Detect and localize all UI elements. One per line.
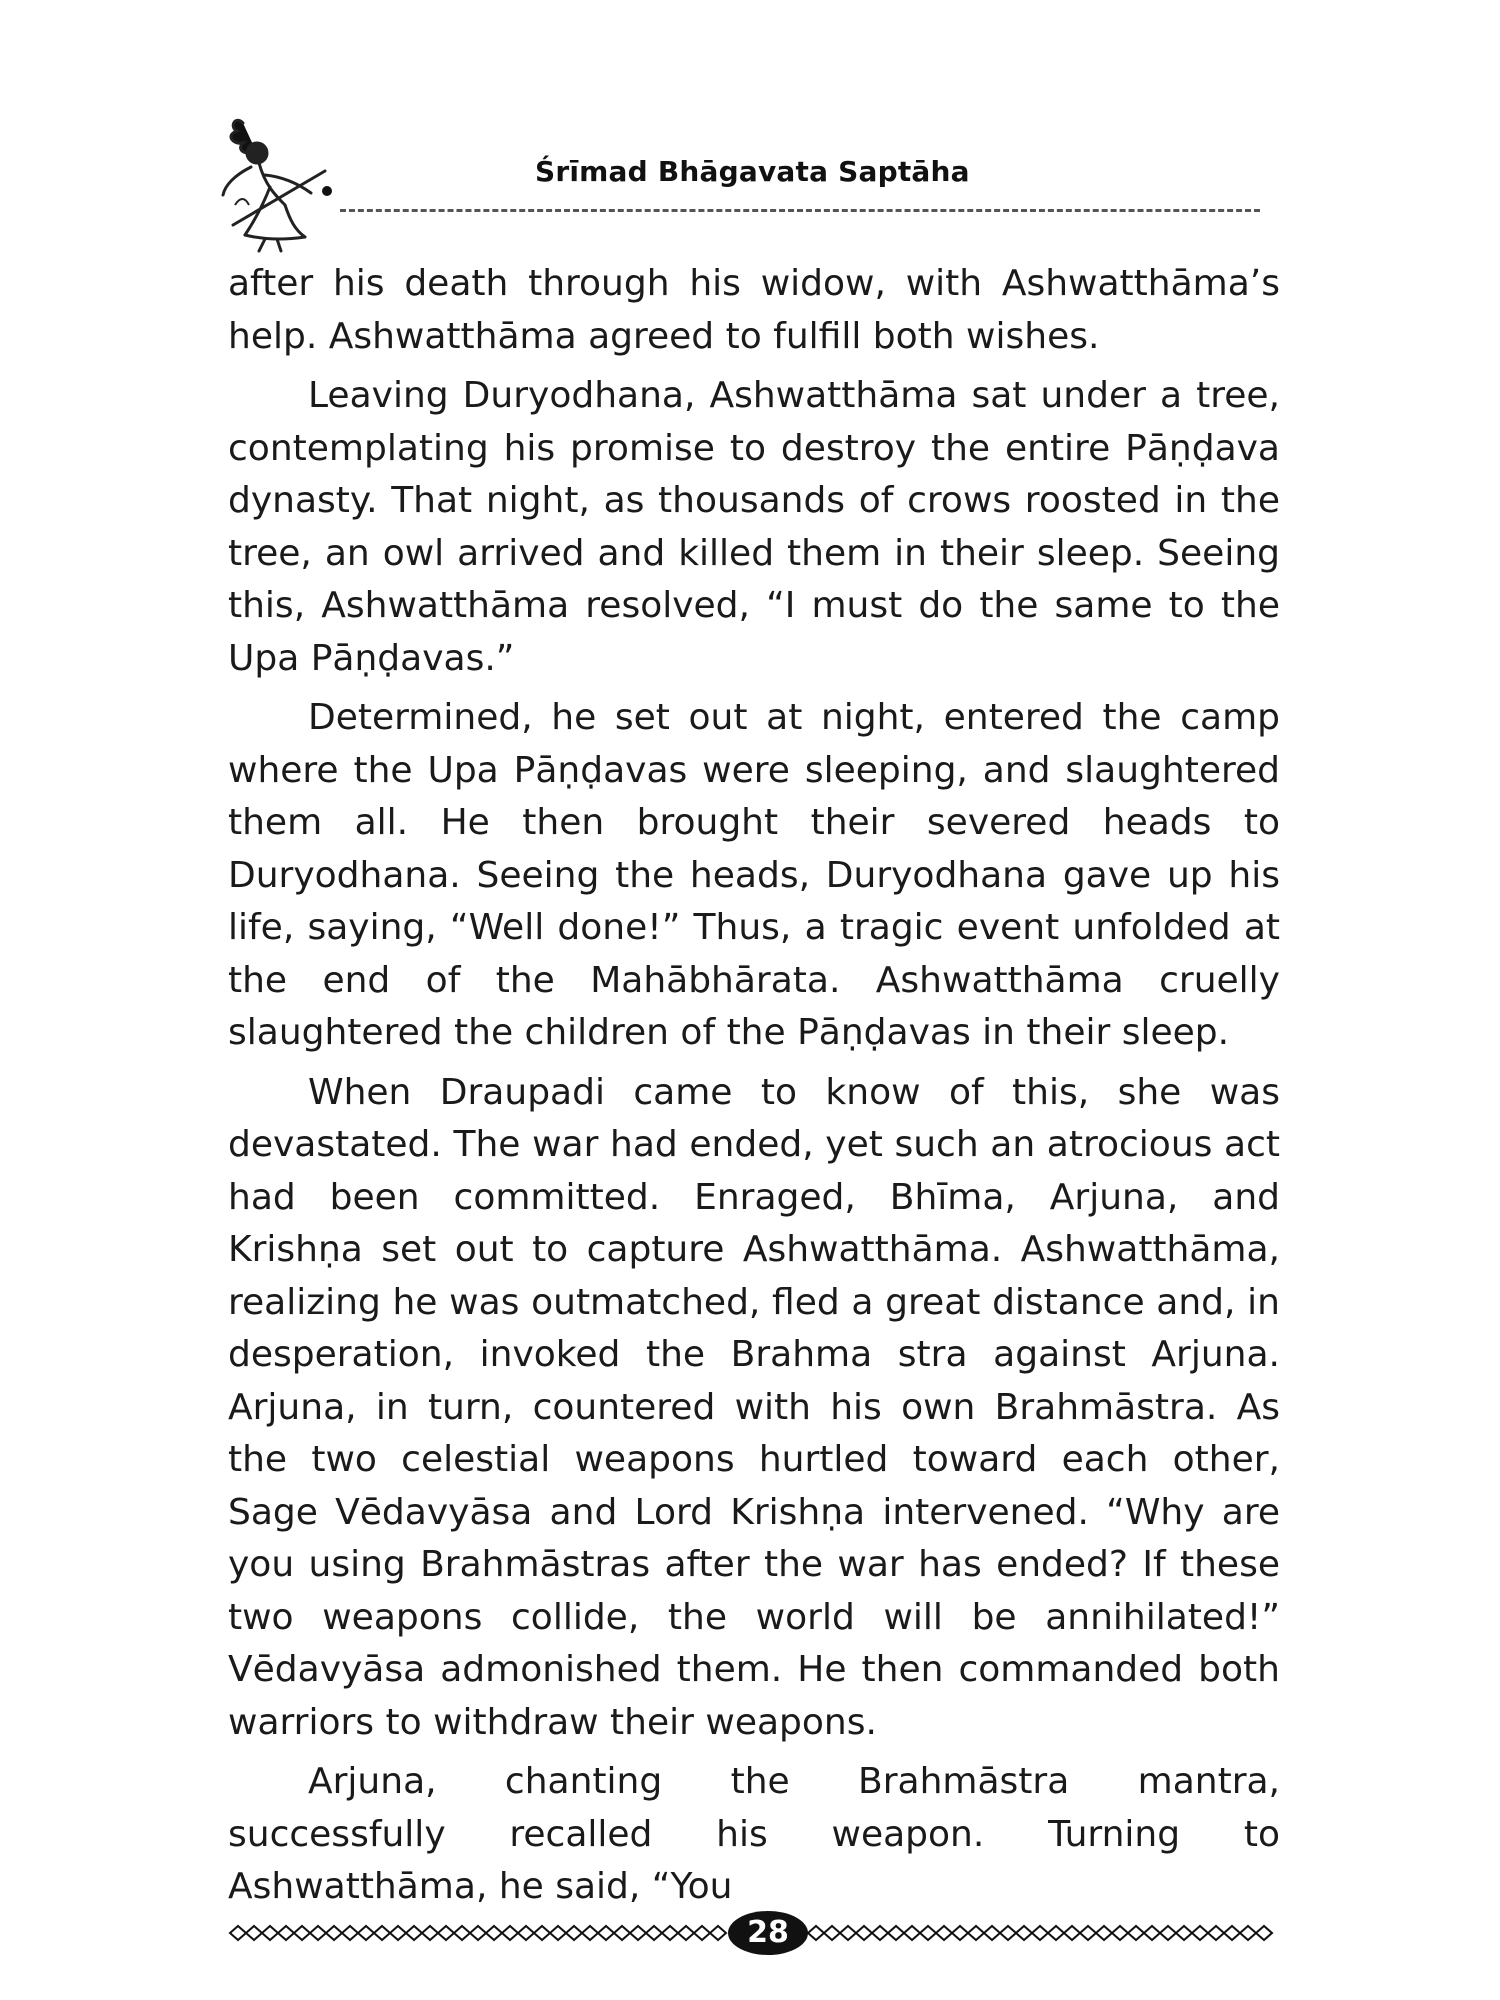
diamond-link — [310, 1926, 326, 1940]
diamond-link — [952, 1926, 968, 1940]
diamond-link — [872, 1926, 888, 1940]
diamond-link — [710, 1926, 726, 1940]
diamond-link — [566, 1926, 582, 1940]
diamond-link — [1208, 1926, 1224, 1940]
diamond-link — [840, 1926, 856, 1940]
diamond-link — [470, 1926, 486, 1940]
diamond-link — [824, 1926, 840, 1940]
diamond-link — [326, 1926, 342, 1940]
paragraph-1: after his death through his widow, with Ashwatthāma’s help. Ashwatthāma agreed to fulfill both wishes. — [228, 263, 1280, 357]
diamond-link — [1000, 1926, 1016, 1940]
diamond-link — [486, 1926, 502, 1940]
diamond-link — [550, 1926, 566, 1940]
diamond-link — [1192, 1926, 1208, 1940]
diamond-link — [342, 1926, 358, 1940]
diamond-link — [598, 1926, 614, 1940]
paragraph-4: When Draupadi came to know of this, she was devastated. The war had ended, yet such an atrocious act had been committed. Enraged, Bhīma, Arjuna, and Krishṇa set out to capture Ashwatthāma. Ashwatthāma, realizing he was outmatched, fled a great distance and, in desperation, invoked the Brahma stra against Arjuna. Arjuna, in turn, countered with his own Brahmāstra. As the two celestial weapons hurtled toward each other, Sage Vēdavyāsa and Lord Krishṇa intervened. “Why are you using Brahmāstras after the war has ended? If these two weapons collide, the world will be annihilated!” Vēdavyāsa admonished them. He then commanded both warriors to withdraw their weapons. — [228, 1071, 1280, 1743]
diamond-link — [230, 1926, 246, 1940]
diamond-link — [390, 1926, 406, 1940]
diamond-link — [294, 1926, 310, 1940]
paragraph-5: Arjuna, chanting the Brahmāstra mantra, successfully recalled his weapon. Turning to Ashwatthāma, he said, “You — [228, 1761, 1280, 1907]
header-dashed-rule — [340, 209, 1260, 212]
diamond-link — [582, 1926, 598, 1940]
page-footer — [228, 1905, 1283, 1965]
body-text — [228, 258, 1280, 1921]
diamond-link — [278, 1926, 294, 1940]
diamond-link — [646, 1926, 662, 1940]
diamond-link — [984, 1926, 1000, 1940]
diamond-link — [1032, 1926, 1048, 1940]
diamond-link — [1096, 1926, 1112, 1940]
diamond-link — [662, 1926, 678, 1940]
diamond-link — [518, 1926, 534, 1940]
diamond-link — [502, 1926, 518, 1940]
diamond-link — [358, 1926, 374, 1940]
sage-with-trident-emblem-icon — [215, 105, 355, 255]
diamond-link — [1240, 1926, 1256, 1940]
diamond-link — [422, 1926, 438, 1940]
running-title: Śrīmad Bhāgavata Saptāha — [535, 155, 970, 188]
diamond-link — [1256, 1926, 1272, 1940]
diamond-link — [438, 1926, 454, 1940]
diamond-link — [1016, 1926, 1032, 1940]
diamond-link — [246, 1926, 262, 1940]
diamond-link — [374, 1926, 390, 1940]
diamond-link — [614, 1926, 630, 1940]
diamond-link — [1160, 1926, 1176, 1940]
diamond-link — [920, 1926, 936, 1940]
diamond-link — [534, 1926, 550, 1940]
diamond-link — [262, 1926, 278, 1940]
diamond-link — [694, 1926, 710, 1940]
page-header — [215, 105, 1260, 255]
diamond-link — [904, 1926, 920, 1940]
diamond-link — [1048, 1926, 1064, 1940]
diamond-link — [454, 1926, 470, 1940]
diamond-link — [1144, 1926, 1160, 1940]
diamond-link — [888, 1926, 904, 1940]
diamond-link — [968, 1926, 984, 1940]
diamond-link — [630, 1926, 646, 1940]
page-number: 28 — [747, 1915, 789, 1950]
diamond-link — [1064, 1926, 1080, 1940]
diamond-link — [1080, 1926, 1096, 1940]
ornament-dot-icon — [322, 186, 332, 196]
paragraph-2: Leaving Duryodhana, Ashwatthāma sat under a tree, contemplating his promise to destroy the entire Pāṇḍava dynasty. That night, as thousands of crows roosted in the tree, an owl arrived and killed them in their sleep. Seeing this, Ashwatthāma resolved, “I must do the same to the Upa Pāṇḍavas.” — [228, 375, 1280, 679]
diamond-link — [1176, 1926, 1192, 1940]
diamond-link — [936, 1926, 952, 1940]
diamond-link — [1112, 1926, 1128, 1940]
diamond-link — [808, 1926, 824, 1940]
diamond-link — [1224, 1926, 1240, 1940]
paragraph-3: Determined, he set out at night, entered the camp where the Upa Pāṇḍavas were sleeping, and slaughtered them all. He then brought their severed heads to Duryodhana. Seeing the heads, Duryodhana gave up his life, saying, “Well done!” Thus, a tragic event unfolded at the end of the Mahābhārata. Ashwatthāma cruelly slaughtered the children of the Pāṇḍavas in their sleep. — [228, 697, 1280, 1053]
diamond-link — [1128, 1926, 1144, 1940]
diamond-link — [406, 1926, 422, 1940]
diamond-link — [856, 1926, 872, 1940]
diamond-link — [678, 1926, 694, 1940]
